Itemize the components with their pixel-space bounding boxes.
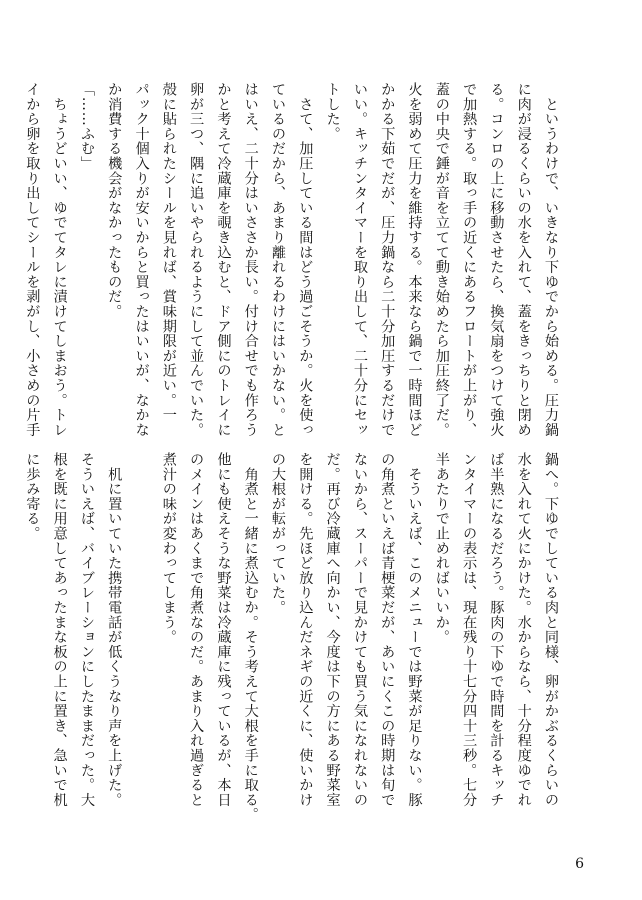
bottom-block-line: 煮汁の味が変わってしまう。 [160,452,177,645]
bottom-block-line: そういえば、このメニューでは野菜が足りない。豚 [406,452,423,808]
bottom-block-line: の大根が転がっていた。 [270,452,287,615]
bottom-block-line: 鍋へ。下ゆでしている肉と同様、卵がかぶるくらいの [543,452,559,808]
bottom-block-line: 角煮と一緒に煮込むか。そう考えて大根を手に取る。 [242,452,259,822]
text-block-bottom [18,452,564,822]
top-block-line: というわけで、いきなり下ゆでから始める。圧力鍋 [543,82,559,438]
top-block-line: さて、加圧している間はどう過ごそうか。火を使っ [297,82,314,438]
top-block-line: トした。 [324,82,341,142]
bottom-block-line: に歩み寄る。 [24,452,41,541]
top-block-line: 火を弱めて圧力を維持する。本来なら鍋で一時間ほど [406,82,423,438]
bottom-block-line: 他にも使えそうな野菜は冷蔵庫に残っているが、本日 [215,452,232,808]
bottom-block-line: だ。再び冷蔵庫へ向かい、今度は下の方にある野菜室 [324,452,341,808]
top-block-line: かかる下茹でだが、圧力鍋なら二十分加圧するだけで [379,82,396,438]
top-block-line: 卵が三つ、隅に追いやられるようにして並んでいた。 [188,82,205,438]
bottom-block-line: 根を既に用意してあったまな板の上に置き、急いで机 [51,452,68,808]
bottom-block-line: 机に置いていた携帯電話が低くうなり声を上げた。 [106,452,123,808]
top-block-line: で加熱する。取っ手の近くにあるフロートが上がり、 [461,82,478,438]
top-block-line: か消費する機会がなかったものだ。 [106,82,123,319]
top-block-line: いい。キッチンタイマーを取り出して、二十分にセッ [351,82,368,438]
bottom-block-line: ないから、スーパーで見かけても買う気になれないの [351,452,368,808]
bottom-block-line: を開ける。先ほど放り込んだネギの近くに、使いかけ [297,452,314,808]
top-block-line: はいえ、二十分はいささか長い。付け合せでも作ろう [242,82,259,438]
top-block-line: 蓋の中央で錘が音を立てて動き始めたら加圧終了だ。 [433,82,450,438]
bottom-block-line: 半あたりで止めればいいか。 [433,452,450,645]
bottom-block-line: の角煮といえば青梗菜だが、あいにくこの時期は旬で [379,452,396,808]
top-block-line: ちょうどいい、ゆでてタレに漬けてしまおう。トレ [51,82,68,438]
top-block-line: ているのだから、あまり離れるわけにはいかない。と [270,82,287,438]
top-block-line: に肉が浸るくらいの水を入れて、蓋をきっちりと閉め [515,82,532,438]
bottom-block-line: のメインはあくまで角煮なのだ。あまり入れ過ぎると [188,452,205,808]
page-number: 6 [575,856,584,872]
top-block-line: る。コンロの上に移動させたら、換気扇をつけて強火 [488,82,505,438]
top-block-line: かと考えて冷蔵庫を覗き込むと、ドア側にのトレイに [215,82,232,438]
bottom-block-line: そういえば、バイブレーションにしたままだった。大 [78,452,95,808]
text-block-top [18,82,564,438]
top-block-line: パック十個入りが安いからと買ったはいいが、なかな [133,82,150,438]
top-block-line: イから卵を取り出してシールを剥がし、小さめの片手 [24,82,41,438]
bottom-block-line [127,452,154,812]
bottom-block-line: ば半熟になるだろう。豚肉の下ゆで時間を計るキッチ [488,452,505,808]
bottom-block-line: ンタイマーの表示は、現在残り十七分四十三秒。七分 [461,452,478,808]
top-block-line: 「……ふむ」 [78,82,95,171]
top-block-line: 殻に貼られたシールを見れば、賞味期限が近い。一 [160,82,177,423]
bottom-block-line: 水を入れて火にかけた。水からなら、十分程度ゆでれ [515,452,532,808]
